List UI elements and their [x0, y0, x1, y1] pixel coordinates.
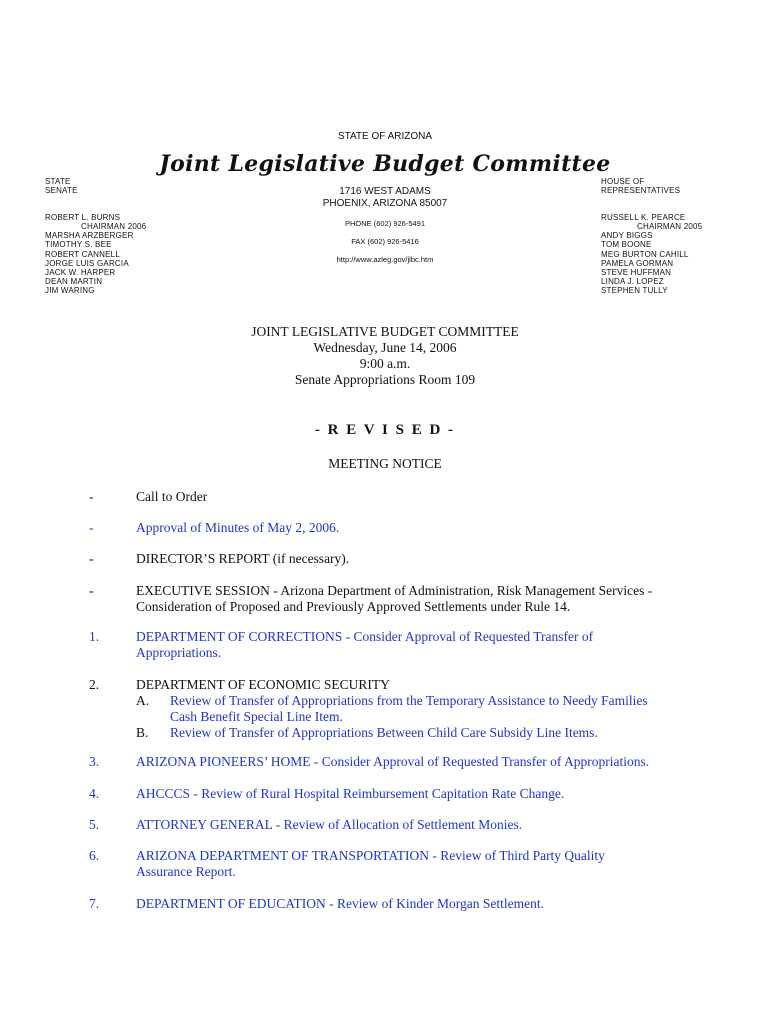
senate-member: MARSHA ARZBERGER: [45, 231, 134, 241]
meeting-time: 9:00 a.m.: [359, 356, 411, 371]
house-chair-title: CHAIRMAN 2005: [637, 222, 703, 232]
state-of-arizona: STATE OF ARIZONA: [337, 131, 433, 142]
address-street: 1716 WEST ADAMS: [339, 186, 431, 197]
agenda-marker: -: [89, 489, 94, 504]
phone-number: PHONE (602) 926-5491: [344, 219, 426, 228]
agenda-link[interactable]: Review of Transfer of Appropriations Between Child Care Subsidy Line Items.: [170, 725, 598, 740]
agenda-text: DEPARTMENT OF ECONOMIC SECURITY: [136, 677, 390, 692]
agenda-item-pioneers-home: [89, 754, 689, 770]
senate-roster: [45, 177, 146, 295]
agenda-marker: -: [89, 520, 94, 535]
senate-chair-title: CHAIRMAN 2006: [81, 222, 147, 232]
house-member: ANDY BIGGS: [601, 231, 653, 241]
agenda-marker: -: [89, 583, 94, 598]
senate-member: JIM WARING: [45, 285, 95, 295]
agenda-subitem-a: [136, 693, 689, 725]
address-city: PHOENIX, ARIZONA 85007: [322, 198, 448, 209]
agenda-marker: 2.: [89, 677, 100, 692]
house-heading: REPRESENTATIVES: [601, 186, 681, 196]
committee-name: Joint Legislative Budget Committee: [159, 151, 611, 177]
meeting-title: JOINT LEGISLATIVE BUDGET COMMITTEE: [251, 324, 519, 339]
meeting-location: Senate Appropriations Room 109: [294, 372, 476, 387]
meeting-date: Wednesday, June 14, 2006: [313, 340, 457, 355]
senate-member: ROBERT CANNELL: [45, 249, 120, 259]
agenda-marker: 6.: [89, 848, 100, 863]
agenda-link[interactable]: ARIZONA PIONEERS’ HOME - Consider Approval of Requested Transfer of Appropriations.: [136, 754, 650, 769]
house-roster: [601, 177, 702, 295]
house-heading: HOUSE OF: [601, 177, 645, 186]
agenda-link[interactable]: Review of Transfer of Appropriations from the Temporary Assistance to Needy Families: [170, 693, 648, 708]
agenda-marker: 1.: [89, 629, 100, 644]
agenda-marker: 7.: [89, 896, 100, 911]
senate-member: JACK W. HARPER: [45, 267, 116, 277]
agenda-link[interactable]: ARIZONA DEPARTMENT OF TRANSPORTATION - Review of Third Party Quality: [136, 848, 605, 863]
senate-member: TIMOTHY S. BEE: [45, 240, 112, 250]
house-chair-name: RUSSELL K. PEARCE: [601, 213, 686, 223]
agenda-link[interactable]: DEPARTMENT OF CORRECTIONS - Consider Approval of Requested Transfer of: [136, 629, 594, 644]
agenda-link[interactable]: Approval of Minutes of May 2, 2006.: [136, 520, 340, 535]
agenda-marker: 4.: [89, 786, 100, 801]
house-member: PAMELA GORMAN: [601, 258, 674, 268]
meeting-notice-heading: MEETING NOTICE: [328, 456, 442, 471]
senate-chair-name: ROBERT L. BURNS: [45, 213, 121, 223]
house-member: STEPHEN TULLY: [601, 285, 668, 295]
agenda-text: Call to Order: [136, 489, 208, 504]
agenda-link[interactable]: Cash Benefit Special Line Item.: [170, 709, 343, 724]
website-link[interactable]: http://www.azleg.gov/jlbc.htm: [336, 255, 434, 264]
agenda-marker: 5.: [89, 817, 100, 832]
agenda-item-attorney-general: [89, 817, 689, 833]
revised-label: - R E V I S E D -: [314, 422, 456, 438]
subitem-letter: B.: [136, 725, 149, 740]
agenda-text: DIRECTOR’S REPORT (if necessary).: [136, 551, 350, 566]
agenda-item-minutes: [89, 520, 689, 536]
agenda-link[interactable]: Assurance Report.: [136, 864, 236, 879]
senate-heading: SENATE: [45, 186, 78, 196]
agenda-subitem-b: [136, 725, 689, 741]
agenda-item-corrections: [89, 629, 689, 661]
agenda-item-transportation: [89, 848, 689, 880]
house-member: MEG BURTON CAHILL: [601, 249, 689, 259]
agenda-item-directors-report: [89, 551, 689, 567]
agenda-marker: 3.: [89, 754, 100, 769]
meeting-header: [0, 324, 770, 388]
agenda-marker: -: [89, 551, 94, 566]
agenda-text: Consideration of Proposed and Previously Approved Settlements under Rule 14.: [136, 599, 571, 614]
fax-number: FAX (602) 926-5416: [351, 237, 419, 246]
agenda-link[interactable]: Appropriations.: [136, 645, 222, 660]
subitem-letter: A.: [136, 693, 150, 708]
agenda-item-call-to-order: [89, 489, 689, 505]
senate-member: DEAN MARTIN: [45, 276, 103, 286]
senate-heading: STATE: [45, 177, 71, 186]
house-member: TOM BOONE: [601, 240, 652, 250]
agenda-item-economic-security: [89, 677, 689, 741]
agenda-item-executive-session: [89, 583, 689, 615]
house-member: STEVE HUFFMAN: [601, 267, 672, 277]
agenda-link[interactable]: AHCCCS - Review of Rural Hospital Reimbursement Capitation Rate Change.: [136, 786, 565, 801]
senate-member: JORGE LUIS GARCIA: [45, 258, 129, 268]
agenda-item-ahcccs: [89, 786, 689, 802]
agenda-link[interactable]: ATTORNEY GENERAL - Review of Allocation of Settlement Monies.: [136, 817, 523, 832]
agenda-item-education: [89, 896, 689, 912]
agenda-link[interactable]: DEPARTMENT OF EDUCATION - Review of Kinder Morgan Settlement.: [136, 896, 545, 911]
agenda-text: EXECUTIVE SESSION - Arizona Department of Administration, Risk Management Services -: [136, 583, 653, 598]
house-member: LINDA J. LOPEZ: [601, 276, 664, 286]
